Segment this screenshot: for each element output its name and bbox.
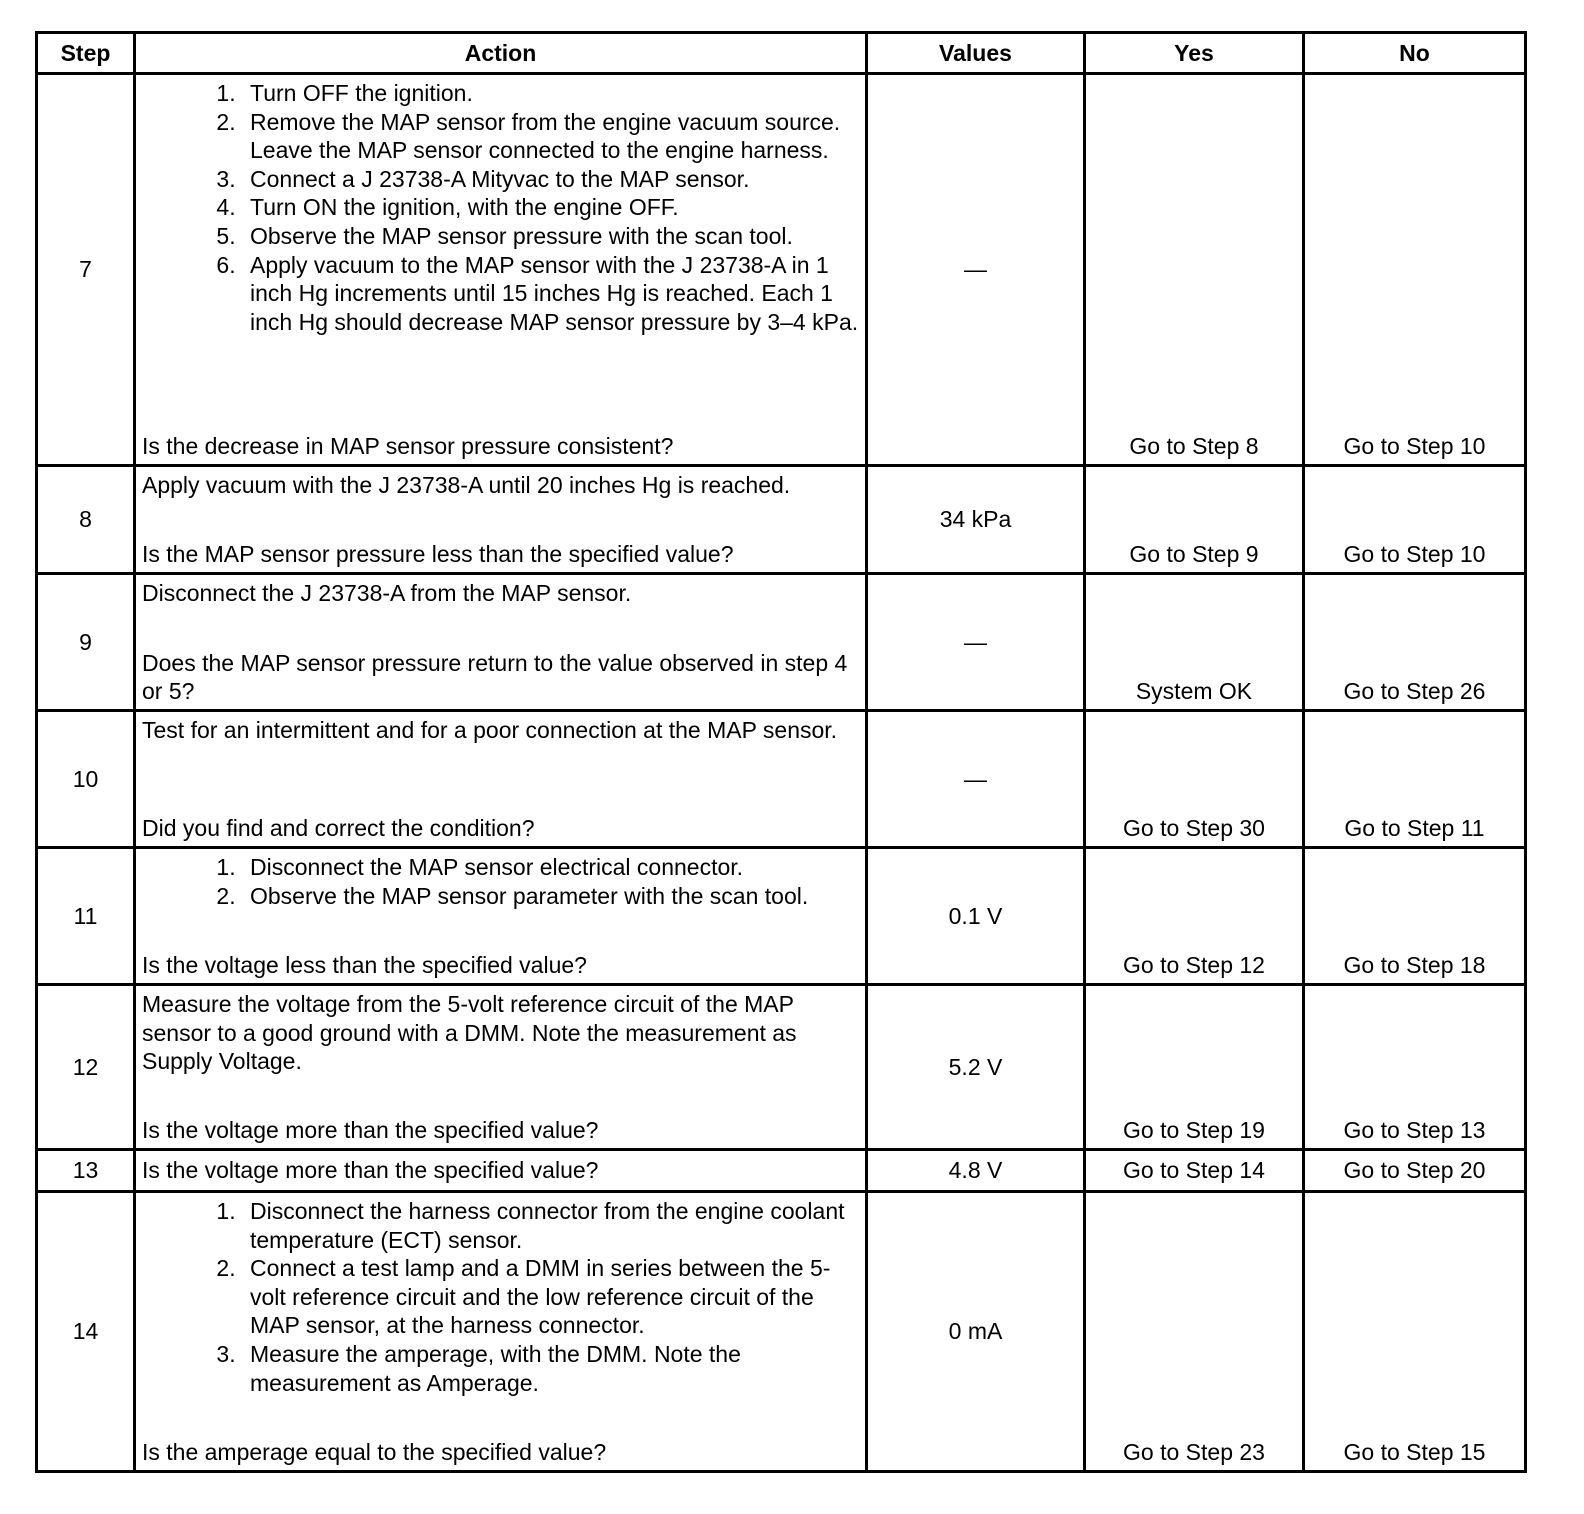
action-question: Is the voltage more than the specified value? <box>142 1117 599 1144</box>
header-values: Values <box>867 33 1085 74</box>
instruction-item: 1. Disconnect the MAP sensor electrical connector. <box>242 853 859 882</box>
instruction-item: 2. Connect a test lamp and a DMM in series between the 5-volt reference circuit and the low reference circuit of the MAP sensor, at the harness connector. <box>242 1254 859 1340</box>
instruction-item: 2. Remove the MAP sensor from the engine vacuum source. Leave the MAP sensor connected to the engine harness. <box>242 108 859 165</box>
instruction-item: 2. Observe the MAP sensor parameter with the scan tool. <box>242 882 859 911</box>
yes-result: Go to Step 30 <box>1085 711 1304 848</box>
action-cell <box>135 848 867 985</box>
action-cell <box>135 74 867 466</box>
yes-result: Go to Step 23 <box>1085 1192 1304 1472</box>
instruction-item: 4. Turn ON the ignition, with the engine OFF. <box>242 193 859 222</box>
spec-value: 34 kPa <box>867 466 1085 574</box>
step-number: 7 <box>37 74 135 466</box>
table-row <box>37 711 1526 848</box>
action-text: Measure the voltage from the 5-volt reference circuit of the MAP sensor to a good ground with a DMM. Note the measurement as Supply Voltage. <box>142 991 797 1075</box>
yes-result: System OK <box>1085 574 1304 711</box>
spec-value: 0 mA <box>867 1192 1085 1472</box>
action-question: Does the MAP sensor pressure return to the value observed in step 4 or 5? <box>142 649 848 705</box>
step-number: 10 <box>37 711 135 848</box>
no-result: Go to Step 10 <box>1304 74 1526 466</box>
action-cell <box>135 466 867 574</box>
instruction-item: 5. Observe the MAP sensor pressure with the scan tool. <box>242 222 859 251</box>
step-number: 11 <box>37 848 135 985</box>
step-number: 12 <box>37 985 135 1150</box>
instruction-item: 6. Apply vacuum to the MAP sensor with the J 23738-A in 1 inch Hg increments until 15 inches Hg is reached. Each 1 inch Hg should decrease MAP sensor pressure by 3–4 kPa. <box>242 251 859 337</box>
no-result: Go to Step 26 <box>1304 574 1526 711</box>
no-result: Go to Step 15 <box>1304 1192 1526 1472</box>
action-question: Is the voltage less than the specified value? <box>142 952 587 979</box>
yes-result: Go to Step 9 <box>1085 466 1304 574</box>
no-result: Go to Step 10 <box>1304 466 1526 574</box>
yes-result: Go to Step 14 <box>1085 1150 1304 1192</box>
action-text: Test for an intermittent and for a poor connection at the MAP sensor. <box>142 717 838 743</box>
spec-value: — <box>867 74 1085 466</box>
header-no: No <box>1304 33 1526 74</box>
instruction-item: 1. Turn OFF the ignition. <box>242 79 859 108</box>
action-cell <box>135 574 867 711</box>
action-cell <box>135 985 867 1150</box>
no-result: Go to Step 13 <box>1304 985 1526 1150</box>
no-result: Go to Step 11 <box>1304 711 1526 848</box>
action-cell <box>135 1192 867 1472</box>
step-number: 9 <box>37 574 135 711</box>
action-question: Is the MAP sensor pressure less than the specified value? <box>142 541 734 568</box>
table-row <box>37 466 1526 574</box>
step-number: 8 <box>37 466 135 574</box>
instruction-list <box>142 79 859 336</box>
spec-value: 4.8 V <box>867 1150 1085 1192</box>
no-result: Go to Step 20 <box>1304 1150 1526 1192</box>
yes-result: Go to Step 19 <box>1085 985 1304 1150</box>
header-action: Action <box>135 33 867 74</box>
instruction-item: 3. Connect a J 23738-A Mityvac to the MAP sensor. <box>242 165 859 194</box>
diagnostic-table <box>35 31 1527 1473</box>
action-question: Is the voltage more than the specified value? <box>135 1150 867 1192</box>
instruction-item: 1. Disconnect the harness connector from the engine coolant temperature (ECT) sensor. <box>242 1197 859 1254</box>
spec-value: 0.1 V <box>867 848 1085 985</box>
header-yes: Yes <box>1085 33 1304 74</box>
instruction-list <box>142 1197 859 1397</box>
yes-result: Go to Step 12 <box>1085 848 1304 985</box>
table-row <box>37 1192 1526 1472</box>
action-question: Is the amperage equal to the specified value? <box>142 1439 607 1466</box>
spec-value: — <box>867 574 1085 711</box>
action-question: Is the decrease in MAP sensor pressure consistent? <box>142 433 674 460</box>
header-step: Step <box>37 33 135 74</box>
instruction-list <box>142 853 859 910</box>
action-question: Did you find and correct the condition? <box>142 815 535 842</box>
action-text: Disconnect the J 23738-A from the MAP sensor. <box>142 580 632 606</box>
yes-result: Go to Step 8 <box>1085 74 1304 466</box>
table-row <box>37 848 1526 985</box>
table-row <box>37 985 1526 1150</box>
step-number: 14 <box>37 1192 135 1472</box>
action-text: Apply vacuum with the J 23738-A until 20 inches Hg is reached. <box>142 472 791 498</box>
header-row <box>37 33 1526 74</box>
spec-value: — <box>867 711 1085 848</box>
table-row <box>37 1150 1526 1192</box>
no-result: Go to Step 18 <box>1304 848 1526 985</box>
step-number: 13 <box>37 1150 135 1192</box>
spec-value: 5.2 V <box>867 985 1085 1150</box>
instruction-item: 3. Measure the amperage, with the DMM. Note the measurement as Amperage. <box>242 1340 859 1397</box>
table-row <box>37 74 1526 466</box>
table-row <box>37 574 1526 711</box>
action-cell <box>135 711 867 848</box>
